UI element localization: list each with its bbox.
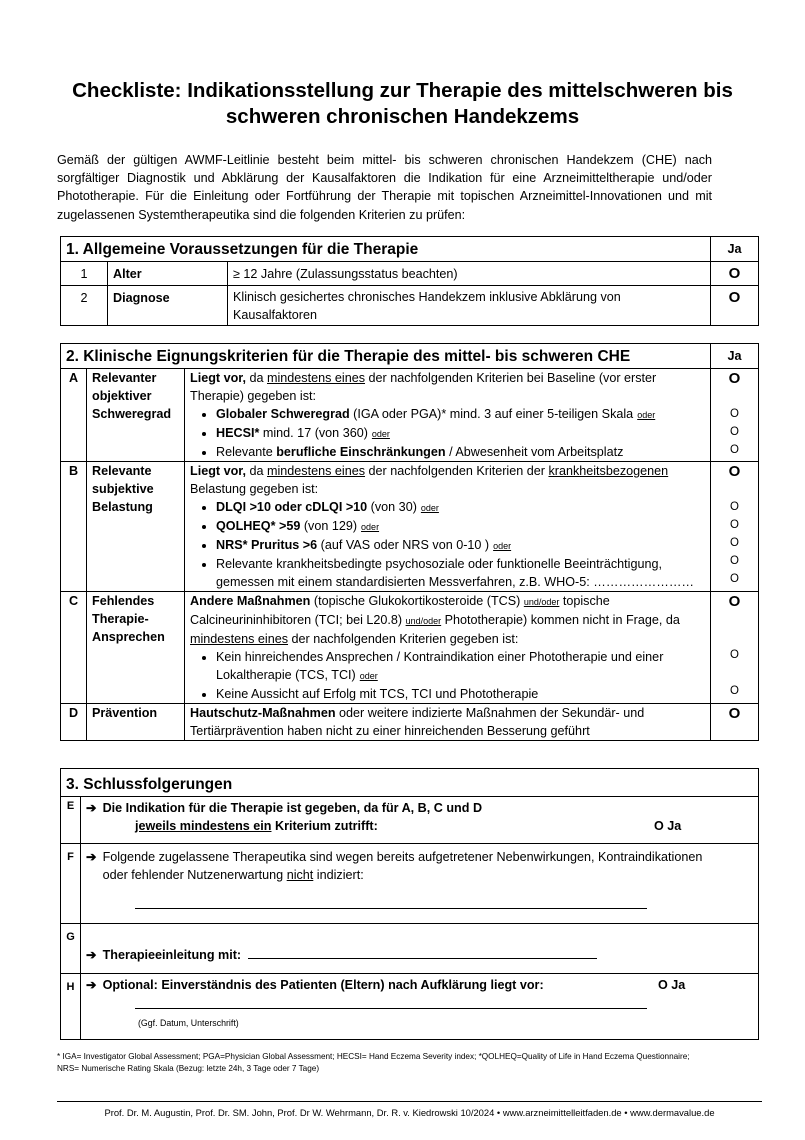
criterion-a-label: Relevanter objektiver Schweregrad [87,369,185,462]
criterion-b-bullet-2: • QOLHEQ* >59 (von 129) oder [216,517,705,536]
criterion-a-bullet-3: • Relevante berufliche Einschränkungen / Abwesenheit vom Arbeitsplatz [216,443,705,461]
section2-ja-header: Ja [711,344,759,369]
conclusion-h-ja-checkbox[interactable]: O Ja [658,978,686,992]
page-title: Checkliste: Indikationsstellung zur Therapie des mittelschweren bis schweren chronischen Handekzems [72,79,733,128]
criterion-c-bullet-1: • Kein hinreichendes Ansprechen / Kontraindikation einer Phototherapie und einer Lokaltherapie (TCS, TCI) oder [216,648,705,685]
criterion-b-bullet-3: • NRS* Pruritus >6 (auf VAS oder NRS von 0-10 ) oder [216,536,705,555]
intro-paragraph: Gemäß der gültigen AWMF-Leitlinie besteht beim mittel- bis schweren chronischen Handekzem (CHE) nach sorgfältiger Diagnostik und Abklärung der Kausalfaktoren die Indikation für eine Arzneimitteltherapie und/oder Phototherapie. Für die Einleitung oder Fortführung der Therapie mit topischen Arzneimittel-Innovationen und mit zugelassenen Systemtherapeutika sind die folgenden Kriterien zu prüfen: [57,153,712,222]
criterion-a-bullet-2: • HECSI* mind. 17 (von 360) oder [216,424,705,443]
conclusion-h-content: ➔ Optional: Einverständnis des Patienten (Eltern) nach Aufklärung liegt vor: O Ja (Ggf. Datum, Unterschrift) [81,974,759,1040]
criterion-c-checkbox[interactable]: O [728,593,741,610]
section2-table [60,343,759,741]
criterion-b-bullet-1: • DLQI >10 oder cDLQI >10 (von 30) oder [216,498,705,517]
section3-table [60,768,759,1040]
criterion-a2-checkbox[interactable]: O [730,426,739,438]
criterion-c-bullet-2: • Keine Aussicht auf Erfolg mit TCS, TCI und Phototherapie [216,685,705,703]
signature-hint: (Ggf. Datum, Unterschrift) [138,1018,239,1028]
conclusion-e-ja-checkbox[interactable]: O Ja [654,819,682,833]
row2-label: Diagnose [108,286,228,326]
criterion-b-content: Liegt vor, da mindestens eines der nachfolgenden Kriterien der krankheitsbezogenen Belastung gegeben ist: • DLQI >10 oder cDLQI >10 (von 30) oder • QOLHEQ* >59 (von 129) oder • NRS* Pruritus >6 (auf VAS oder NRS von 0-10 ) oder • Relevante krankheitsbedingte psychosoziale oder funktionelle Beeinträchtigung, gemessen mit einem standardisierten Messverfahren, z.B. WHO-5: …………………… [185,462,711,592]
criterion-a-bullet-1: • Globaler Schweregrad (IGA oder PGA)* mind. 3 auf einer 5-teiligen Skala oder [216,405,705,424]
section1-heading: 1. Allgemeine Voraussetzungen für die Therapie [61,237,711,262]
row1-checkbox[interactable]: O [728,264,741,282]
conclusion-g-content: ➔ Therapieeinleitung mit: [81,924,759,974]
conclusion-e-content: ➔ Die Indikation für die Therapie ist gegeben, da für A, B, C und D jeweils mindestens ein Kriterium zutrifft: O Ja [81,797,759,844]
row2-text: Klinisch gesichertes chronisches Handekzem inklusive Abklärung von Kausalfaktoren [228,286,711,326]
criterion-a-checkbox[interactable]: O [728,370,741,387]
criterion-b-label: Relevante subjektive Belastung [87,462,185,592]
conclusion-e-letter: E [61,797,81,844]
criterion-b1-checkbox[interactable]: O [730,501,739,513]
criterion-b2-checkbox[interactable]: O [730,519,739,531]
criterion-c2-checkbox[interactable]: O [730,685,739,697]
criterion-d-checkbox[interactable]: O [728,705,741,722]
criterion-a1-checkbox[interactable]: O [730,408,739,420]
footer: Prof. Dr. M. Augustin, Prof. Dr. SM. John, Prof. Dr W. Wehrmann, Dr. R. v. Kiedrowski 10/2024 • www.arzneimittelleitfaden.de • www.dermavalue.de [104,1107,715,1118]
section2-heading: 2. Klinische Eignungskriterien für die Therapie des mittel- bis schweren CHE [61,344,711,369]
criterion-b4a-checkbox[interactable]: O [730,555,739,567]
criterion-d-label: Prävention [87,704,185,741]
criterion-b-bullet-4: • Relevante krankheitsbedingte psychosoziale oder funktionelle Beeinträchtigung, gemessen mit einem standardisierten Messverfahren, z.B. WHO-5: …………………… [216,555,705,591]
row2-checkbox[interactable]: O [728,289,741,306]
conclusion-f-content: ➔ Folgende zugelassene Therapeutika sind wegen bereits aufgetretener Nebenwirkungen, Kontraindikationen oder fehlender Nutzenerwartung nicht indiziert: [81,844,759,924]
criterion-c-letter: C [61,592,87,704]
row1-label: Alter [108,262,228,286]
row1-number: 1 [61,262,108,286]
criterion-d-letter: D [61,704,87,741]
criterion-c-label: Fehlendes Therapie-Ansprechen [87,592,185,704]
row1-text: ≥ 12 Jahre (Zulassungsstatus beachten) [228,262,711,286]
criterion-a3-checkbox[interactable]: O [730,444,739,456]
section1-ja-header: Ja [711,237,759,262]
criterion-b-letter: B [61,462,87,592]
conclusion-h-letter: H [61,974,81,1040]
conclusion-f-line[interactable] [135,908,647,909]
criterion-a-letter: A [61,369,87,462]
section3-heading: 3. Schlussfolgerungen [61,769,759,797]
footer-divider [57,1101,762,1102]
criterion-c-content: Andere Maßnahmen (topische Glukokortikosteroide (TCS) und/oder topische Calcineurininhibitoren (TCI; bei L20.8) und/oder Phototherapie) kommen nicht in Frage, da mindestens eines der nachfolgenden Kriterien gegeben ist: • Kein hinreichendes Ansprechen / Kontraindikation einer Phototherapie und einer Lokaltherapie (TCS, TCI) oder • Keine Aussicht auf Erfolg mit TCS, TCI und Phototherapie [185,592,711,704]
criterion-b3-checkbox[interactable]: O [730,537,739,549]
criterion-b-checkbox[interactable]: O [728,463,741,480]
row2-number: 2 [61,286,108,326]
conclusion-f-letter: F [61,844,81,924]
section1-table [60,236,759,326]
criterion-a-content: Liegt vor, da mindestens eines der nachfolgenden Kriterien bei Baseline (vor erster Therapie) gegeben ist: • Globaler Schweregrad (IGA oder PGA)* mind. 3 auf einer 5-teiligen Skala oder • HECSI* mind. 17 (von 360) oder • Relevante berufliche Einschränkungen / Abwesenheit vom Arbeitsplatz [185,369,711,462]
conclusion-g-letter: G [61,924,81,974]
criterion-d-content: Hautschutz-Maßnahmen oder weitere indizierte Maßnahmen der Sekundär- und Tertiärprävention haben nicht zu einer hinreichenden Besserung geführt [185,704,711,741]
footnote: * IGA= Investigator Global Assessment; PGA=Physician Global Assessment; HECSI= Hand Eczema Severity index; *QOLHEQ=Quality of Life in Hand Eczema Questionnaire; NRS= Numerische Rating Skala (Bezug: letzte 24h, 3 Tage oder 7 Tage) [57,1052,690,1073]
conclusion-g-line[interactable] [248,958,597,959]
criterion-c1-checkbox[interactable]: O [730,649,739,661]
criterion-b4b-checkbox[interactable]: O [730,573,739,585]
conclusion-h-signature-line[interactable] [135,1008,647,1009]
